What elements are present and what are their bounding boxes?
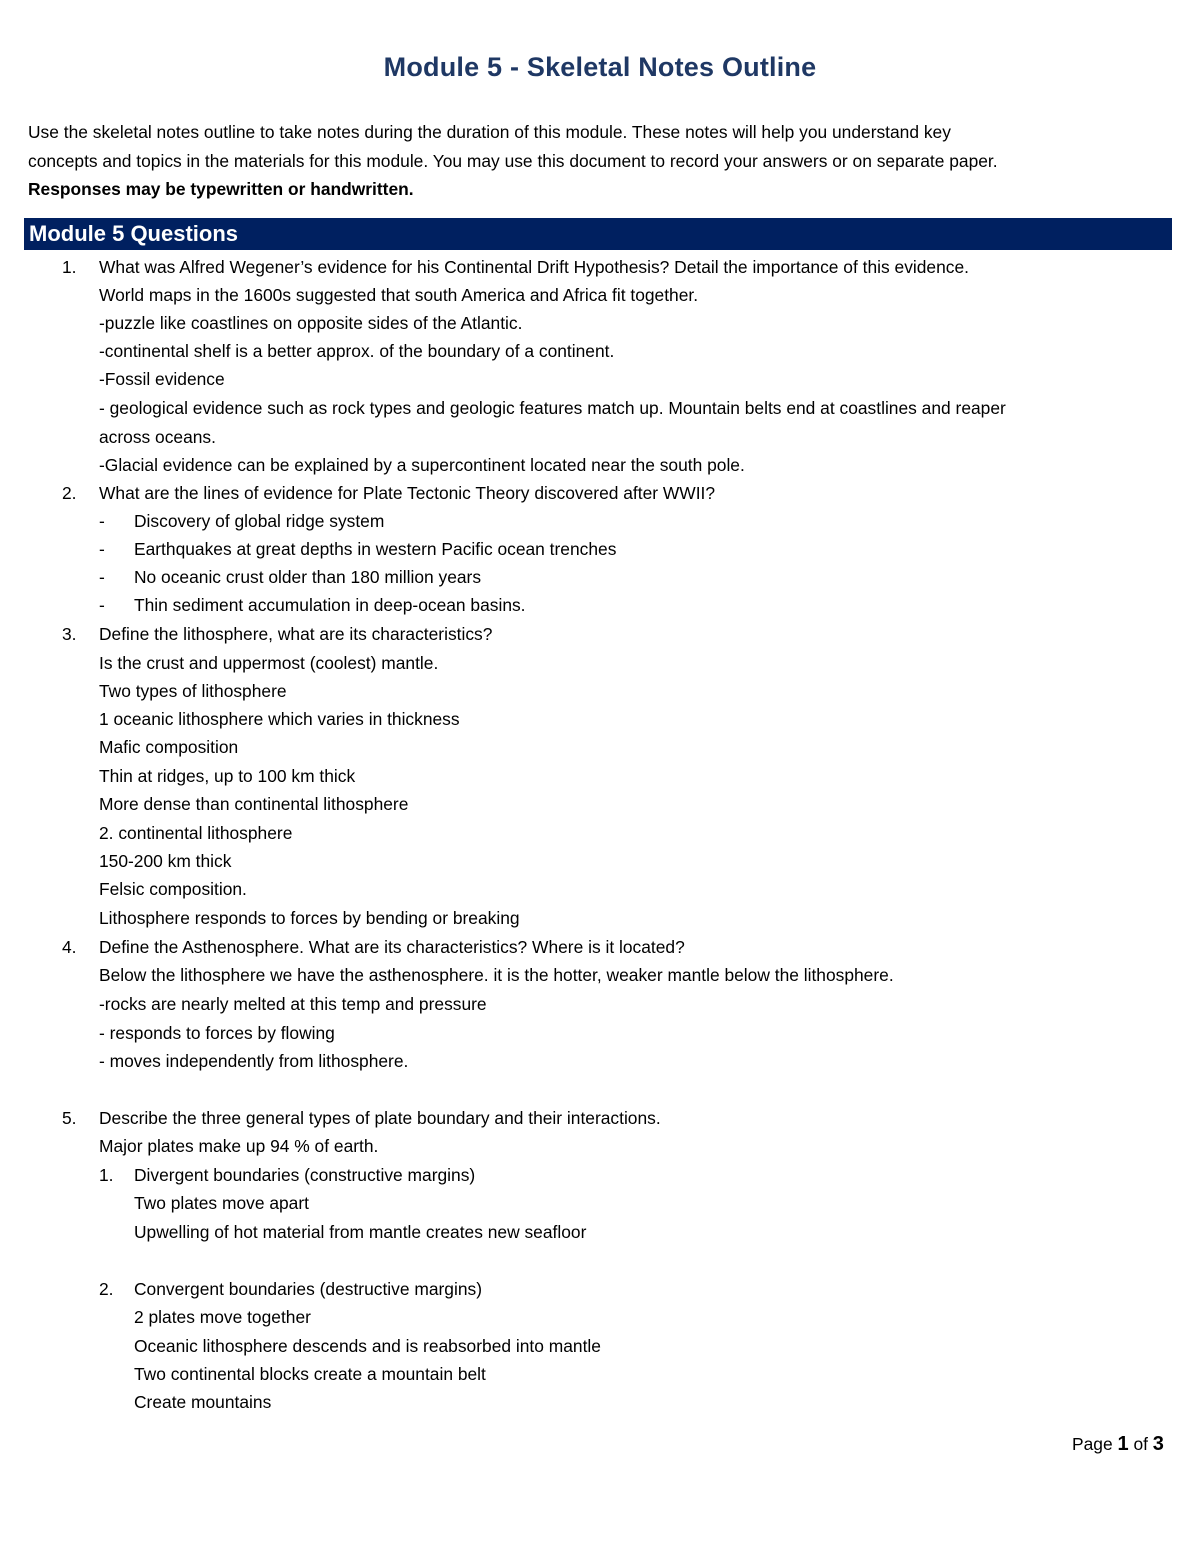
answer-line: Earthquakes at great depths in western Pacific ocean trenches bbox=[134, 539, 617, 559]
question-text: Describe the three general types of plate boundary and their interactions. bbox=[99, 1108, 661, 1128]
bullet-dash: - bbox=[99, 511, 105, 531]
question-text: Define the lithosphere, what are its characteristics? bbox=[99, 624, 493, 644]
answer-line: -Glacial evidence can be explained by a supercontinent located near the south pole. bbox=[99, 455, 745, 475]
answer-line: Two continental blocks create a mountain belt bbox=[134, 1364, 486, 1384]
section-header-bar bbox=[24, 218, 1172, 250]
footer-page-word: Page bbox=[1072, 1434, 1113, 1454]
question-number: 1. bbox=[62, 257, 77, 277]
question-number: 2. bbox=[62, 483, 77, 503]
bullet-dash: - bbox=[99, 595, 105, 615]
intro-paragraph bbox=[28, 118, 1178, 204]
section-heading: Module 5 Questions bbox=[29, 221, 239, 246]
sub-item-title: Divergent boundaries (constructive margins) bbox=[134, 1165, 476, 1185]
answer-line: Create mountains bbox=[134, 1392, 272, 1412]
answer-line: -puzzle like coastlines on opposite sides of the Atlantic. bbox=[99, 313, 523, 333]
sub-item-number: 2. bbox=[99, 1279, 114, 1299]
answer-line: Major plates make up 94 % of earth. bbox=[99, 1136, 379, 1156]
footer-total-pages: 3 bbox=[1152, 1433, 1164, 1455]
bullet-dash: - bbox=[99, 567, 105, 587]
answer-line: No oceanic crust older than 180 million years bbox=[134, 567, 482, 587]
answer-line: across oceans. bbox=[99, 427, 216, 447]
question-text: What was Alfred Wegener’s evidence for his Continental Drift Hypothesis? Detail the importance of this evidence. bbox=[99, 257, 969, 277]
answer-line: World maps in the 1600s suggested that south America and Africa fit together. bbox=[99, 285, 699, 305]
answer-line: Mafic composition bbox=[99, 737, 239, 757]
intro-line-1: Use the skeletal notes outline to take notes during the duration of this module. These notes will help you understand key bbox=[28, 122, 951, 142]
question-text: What are the lines of evidence for Plate Tectonic Theory discovered after WWII? bbox=[99, 483, 716, 503]
page-title: Module 5 - Skeletal Notes Outline bbox=[383, 52, 817, 82]
answer-line: Lithosphere responds to forces by bending or breaking bbox=[99, 908, 520, 928]
sub-item-title: Convergent boundaries (destructive margins) bbox=[134, 1279, 482, 1299]
question-number: 4. bbox=[62, 937, 77, 957]
answer-line: -Fossil evidence bbox=[99, 369, 225, 389]
page-number-footer bbox=[1072, 1430, 1164, 1458]
intro-line-2: concepts and topics in the materials for this module. You may use this document to record your answers or on separate paper. bbox=[28, 150, 998, 171]
answer-line: Is the crust and uppermost (coolest) mantle. bbox=[99, 653, 439, 673]
answer-line: Below the lithosphere we have the asthenosphere. it is the hotter, weaker mantle below the lithosphere. bbox=[99, 965, 894, 985]
answer-line: 150-200 km thick bbox=[99, 851, 232, 871]
question-number: 5. bbox=[62, 1108, 77, 1128]
answer-line: - geological evidence such as rock types and geologic features match up. Mountain belts end at coastlines and reaper bbox=[99, 398, 1006, 418]
bullet-dash: - bbox=[99, 539, 105, 559]
answer-line: Felsic composition. bbox=[99, 879, 247, 899]
answer-line: Two plates move apart bbox=[134, 1193, 309, 1213]
answer-line: 2 plates move together bbox=[134, 1307, 311, 1327]
answer-line: 1 oceanic lithosphere which varies in thickness bbox=[99, 709, 460, 729]
footer-of-word: of bbox=[1133, 1434, 1148, 1454]
answer-line: Thin at ridges, up to 100 km thick bbox=[99, 766, 356, 786]
answer-line: Upwelling of hot material from mantle creates new seafloor bbox=[134, 1222, 587, 1242]
answer-line: Oceanic lithosphere descends and is reabsorbed into mantle bbox=[134, 1336, 601, 1356]
answer-line: - responds to forces by flowing bbox=[99, 1023, 335, 1043]
answer-line: - moves independently from lithosphere. bbox=[99, 1051, 409, 1071]
question-number: 3. bbox=[62, 624, 77, 644]
footer-current-page: 1 bbox=[1117, 1433, 1129, 1455]
answer-line: Two types of lithosphere bbox=[99, 681, 287, 701]
answer-line: Discovery of global ridge system bbox=[134, 511, 385, 531]
answer-line: -continental shelf is a better approx. of the boundary of a continent. bbox=[99, 341, 615, 361]
answer-line: -rocks are nearly melted at this temp and pressure bbox=[99, 994, 487, 1014]
answer-line: More dense than continental lithosphere bbox=[99, 794, 409, 814]
answer-line: Thin sediment accumulation in deep-ocean basins. bbox=[134, 595, 526, 615]
sub-item-number: 1. bbox=[99, 1165, 114, 1185]
answer-line: 2. continental lithosphere bbox=[99, 823, 293, 843]
question-text: Define the Asthenosphere. What are its characteristics? Where is it located? bbox=[99, 937, 685, 957]
intro-bold-note: Responses may be typewritten or handwritten. bbox=[28, 179, 414, 199]
